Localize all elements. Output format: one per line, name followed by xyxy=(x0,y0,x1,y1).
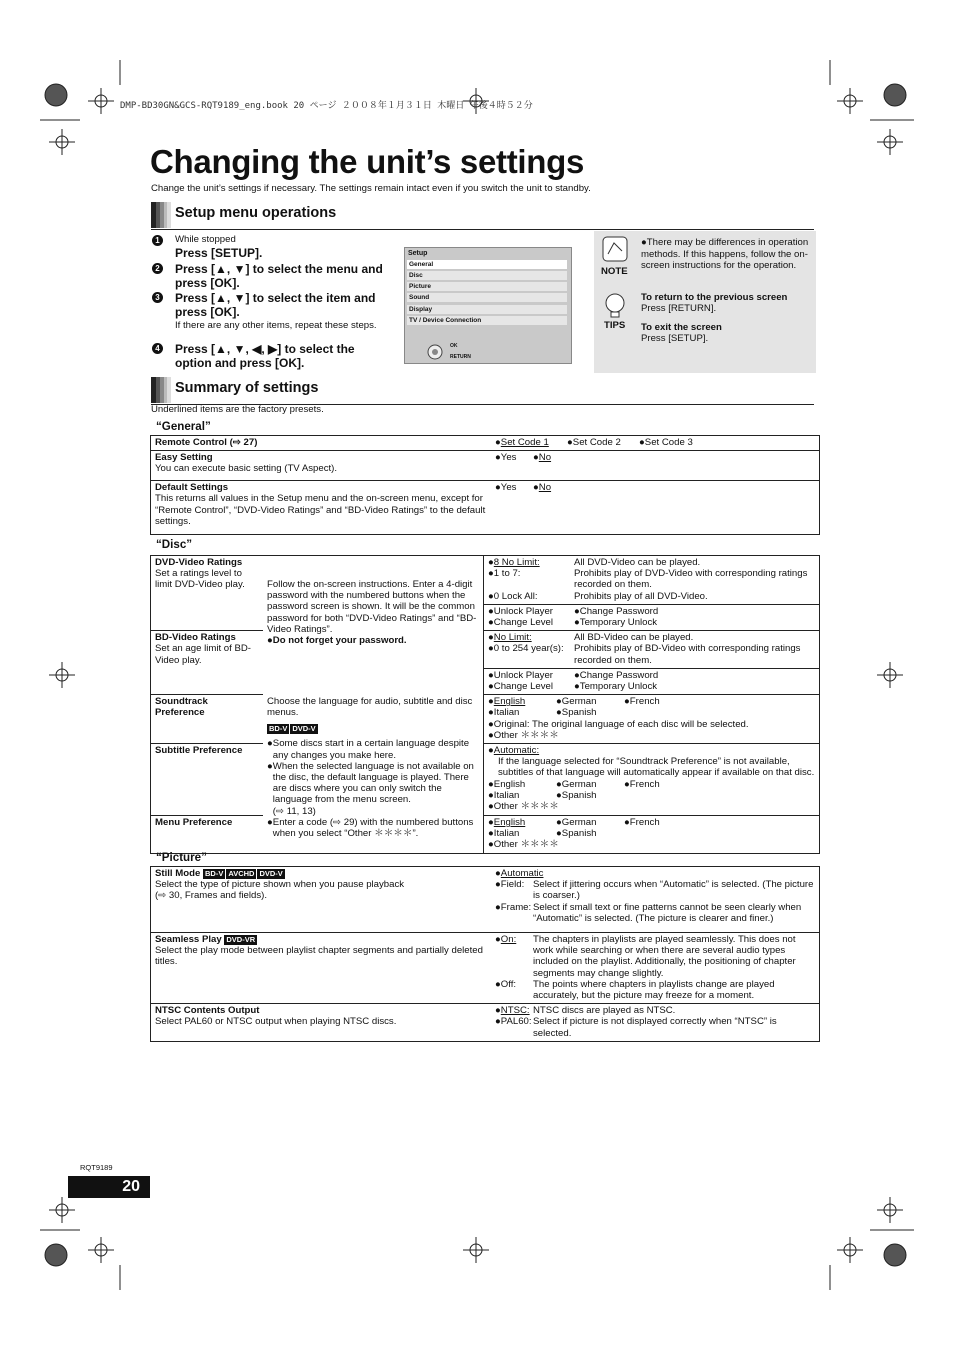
step-1 xyxy=(175,234,387,260)
option-value: The chapters in playlists are played seamlessly. This does not work while searching or when there are several audio types included on the playlist. Additionally, the positioning of chapter segments may change slightly. xyxy=(533,934,796,979)
setting-cell xyxy=(151,867,492,933)
step-number: 4 xyxy=(152,343,163,354)
option: Spanish xyxy=(561,707,597,719)
language-text: Choose the language for audio, subtitle and disc menus. xyxy=(267,695,473,718)
setting-desc: Select the play mode between playlist chapter segments and partially deleted titles. xyxy=(155,945,483,968)
picture-label: “Picture” xyxy=(156,851,207,864)
disc-tag: DVD-V xyxy=(292,724,316,734)
option: Other ＊＊＊＊ xyxy=(493,839,559,851)
step-4-text: Press [▲, ▼, ◀, ▶] to select the option and press [OK]. xyxy=(175,342,355,370)
setting-options: ●English ●German ●French ●Italian ●Spanish ●Original: The original language of each disc will be selected. ●Other ＊＊＊＊ xyxy=(484,695,820,744)
setting-name: Remote Control (⇨ 27) xyxy=(155,437,258,448)
setting-options: ●Unlock Player ●Change Password ●Change Level ●Temporary Unlock xyxy=(484,604,820,630)
step-3-text: Press [▲, ▼] to select the item and press [OK]. xyxy=(175,291,376,319)
option: Yes xyxy=(500,452,517,464)
table-row xyxy=(151,556,820,605)
page-title: Changing the unit’s settings xyxy=(150,143,585,180)
option: Set Code 3 xyxy=(644,437,693,448)
setting-name: BD-Video Ratings xyxy=(155,632,236,644)
screen-item: TV / Device Connection xyxy=(407,316,567,325)
setting-name: Default Settings xyxy=(155,482,229,494)
option-key: 1 to 7: xyxy=(493,568,521,580)
language-note: When the selected language is not available on the disc, the default language is played. There are discs where you can only switch the language from the menu screen. xyxy=(272,760,474,806)
setting-desc: You can execute basic setting (TV Aspect). xyxy=(155,463,338,475)
setting-options: ●NTSC: NTSC discs are played as NTSC. ●PAL60: Select if picture is not displayed correctly when “NTSC” is selected. xyxy=(491,1004,820,1042)
screen-item: Sound xyxy=(407,293,567,302)
setting-options: ●Yes ●No xyxy=(495,482,552,494)
language-note: Some discs start in a certain language despite any changes you make here. xyxy=(272,738,470,761)
summary-intro: Underlined items are the factory presets. xyxy=(151,404,324,415)
setting-cell xyxy=(151,744,264,816)
option-value: Select if picture is not displayed correctly when “NTSC” is selected. xyxy=(533,1016,777,1039)
table-row xyxy=(151,867,820,933)
option: Change Password xyxy=(579,605,659,617)
option: Yes xyxy=(500,482,517,494)
setting-options: ●Automatic ●Field: Select if jittering occurs when “Automatic” is selected. (The picture is coarser.) ●Frame: Select if small text or fine patterns cannot be seen clearly when “Automatic” is selected. (The picture is clearer and finer.) xyxy=(495,868,814,924)
setting-name: NTSC Contents Output xyxy=(155,1005,260,1017)
setting-options: ●Unlock Player ●Change Password ●Change Level ●Temporary Unlock xyxy=(484,668,820,694)
setting-cell xyxy=(151,631,264,695)
setup-screen-image xyxy=(404,247,572,364)
step-1-note: While stopped xyxy=(175,234,236,245)
picture-table xyxy=(150,866,820,1042)
option-key: NTSC: xyxy=(500,1005,530,1017)
language-note-ref: (⇨ 11, 13) xyxy=(272,805,316,817)
page-intro: Change the unit’s settings if necessary. The settings remain intact even if you switch the unit to standby. xyxy=(151,183,591,194)
page-number: 20 xyxy=(68,1176,150,1198)
option: French xyxy=(629,696,660,708)
option: Spanish xyxy=(561,828,597,840)
setting-name: Easy Setting xyxy=(155,452,213,464)
table-row xyxy=(151,933,820,1004)
option: Unlock Player xyxy=(493,605,553,617)
option-value: The points where chapters in playlists change are played accurately, but the picture may freeze for a moment. xyxy=(533,978,775,1002)
setting-options: ●On: The chapters in playlists are played seamlessly. This does not work while searching or when there are several audio types included on the playlist. Additionally, the positioning of chapter segments may change slightly. ●Off: The points where chapters in playlists change are played accurately, but the picture may freeze for a moment. xyxy=(491,933,820,1004)
setup-section-heading xyxy=(151,201,814,230)
option: Change Level xyxy=(493,617,554,629)
setting-desc-ref: (⇨ 30, Frames and fields). xyxy=(155,890,268,902)
option-key: Field: xyxy=(500,879,525,891)
file-info: DMP-BD30GN&GCS-RQT9189_eng.book 20 ページ ２００８年１月３１日 木曜日 午後４時５２分 xyxy=(120,101,533,111)
option: English xyxy=(493,817,526,829)
disc-tag: DVD-VR xyxy=(226,935,256,944)
step-number: 3 xyxy=(152,292,163,303)
option-value: NTSC discs are played as NTSC. xyxy=(533,1005,676,1017)
setting-cell xyxy=(151,933,492,1004)
table-row xyxy=(151,436,820,451)
heading-bars xyxy=(151,377,171,403)
screen-item: Disc xyxy=(407,271,567,280)
step-number: 2 xyxy=(152,263,163,274)
option-key: No Limit: xyxy=(493,632,532,644)
option: Spanish xyxy=(561,789,597,801)
option: Set Code 2 xyxy=(572,437,621,448)
setting-options: ●8 No Limit: All DVD-Video can be played. ●1 to 7: Prohibits play of DVD-Video with corresponding ratings recorded on them. ●0 Lock All: Prohibits play of all DVD-Video. xyxy=(484,556,820,605)
tips-label: TIPS xyxy=(604,320,626,331)
option: French xyxy=(629,778,660,790)
setting-desc: Set a ratings level to limit DVD-Video play. xyxy=(155,568,245,591)
option: Change Level xyxy=(493,681,554,693)
option: German xyxy=(561,817,597,829)
option: Other ＊＊＊＊ xyxy=(493,729,559,741)
option-value: Select if jittering occurs when “Automatic” is selected. (The picture is coarser.) xyxy=(533,879,814,902)
tips-exit-heading: To exit the screen xyxy=(641,322,722,333)
note-icon xyxy=(602,236,628,262)
setting-name: Subtitle Preference xyxy=(155,745,243,757)
tips-return-text: Press [RETURN]. xyxy=(641,303,717,314)
setting-options: ●No Limit: All BD-Video can be played. ●0 to 254 year(s): Prohibits play of BD-Video with corresponding ratings recorded on them. xyxy=(484,631,820,669)
option: Temporary Unlock xyxy=(579,681,658,693)
summary-section-heading xyxy=(151,376,814,405)
option-key: Off: xyxy=(500,978,517,990)
language-note: Enter a code (⇨ 29) with the numbered buttons when you select “Other ＊＊＊＊”. xyxy=(272,816,474,839)
tips-exit-text: Press [SETUP]. xyxy=(641,333,709,344)
option-key: 8 No Limit: xyxy=(493,557,540,568)
screen-title: Setup xyxy=(408,250,428,257)
setup-heading-label: Setup menu operations xyxy=(175,205,337,221)
option: German xyxy=(561,778,597,790)
option: Change Password xyxy=(579,669,659,681)
option-value: Prohibits play of all DVD-Video. xyxy=(574,590,708,602)
general-label: “General” xyxy=(156,420,211,433)
option: Italian xyxy=(493,789,520,801)
disc-tag: DVD-V xyxy=(259,869,283,878)
footer-code: RQT9189 xyxy=(80,1163,113,1172)
step-number: 1 xyxy=(152,235,163,246)
option: Other ＊＊＊＊ xyxy=(493,801,559,813)
option: English xyxy=(493,778,526,790)
setting-cell xyxy=(151,1004,492,1042)
option: Italian xyxy=(493,707,520,719)
table-row xyxy=(151,451,820,481)
option-value: Prohibits play of DVD-Video with corresponding ratings recorded on them. xyxy=(574,568,808,591)
screen-item: General xyxy=(407,260,567,269)
option-value: All DVD-Video can be played. xyxy=(574,557,701,568)
option: Set Code 1 xyxy=(500,437,549,448)
setting-options: ●Yes ●No xyxy=(495,452,552,464)
screen-item: Display xyxy=(407,305,567,314)
setting-cell xyxy=(151,451,492,481)
option: Temporary Unlock xyxy=(579,617,658,629)
note-tips-box xyxy=(594,231,816,373)
option-key: PAL60: xyxy=(500,1016,532,1028)
option: Unlock Player xyxy=(493,669,553,681)
option: Original: The original language of each disc will be selected. xyxy=(493,718,749,730)
password-text: Follow the on-screen instructions. Enter a 4-digit password with the numbered buttons when the password screen is shown. It will be the common password for both “DVD-Video Ratings” and “BD-Video Ratings”. xyxy=(267,579,477,635)
option-key: On: xyxy=(500,934,517,945)
password-warning: Do not forget your password. xyxy=(272,635,407,647)
language-cell: Choose the language for audio, subtitle and disc menus. BD-V DVD-V ● Some discs start in a certain language despite any changes you make here. ● When the selected language is not available on the disc, the default language is played. There are discs where you can only switch the language from the menu screen. (⇨ 11, 13) ● Enter a code (⇨ 29) with the numbered buttons when you select “Other ＊＊＊＊”. xyxy=(263,695,484,853)
option: English xyxy=(493,696,526,708)
disc-tag: BD-V xyxy=(269,724,288,734)
step-3 xyxy=(175,291,387,332)
step-1-text: Press [SETUP]. xyxy=(175,245,263,260)
option-value: Select if small text or fine patterns cannot be seen clearly when “Automatic” is selected. (The picture is clearer and finer.) xyxy=(533,901,802,924)
tips-return-heading: To return to the previous screen xyxy=(641,292,788,303)
option-desc: If the language selected for “Soundtrack Preference” is not available, subtitles of that language will automatically appear if available on that disc. xyxy=(498,756,815,779)
heading-bars xyxy=(151,202,171,228)
table-row xyxy=(151,1004,820,1042)
setting-name: Seamless Play xyxy=(155,934,222,945)
setting-name: DVD-Video Ratings xyxy=(155,557,243,568)
table-row xyxy=(151,481,820,535)
setting-cell xyxy=(151,695,264,744)
setting-cell xyxy=(151,556,264,631)
note-label: NOTE xyxy=(601,266,628,277)
screen-return-label: RETURN xyxy=(450,354,471,360)
note-text: ●There may be differences in operation methods. If this happens, follow the on-screen instructions for the operation. xyxy=(641,237,809,271)
screen-ok-label: OK xyxy=(450,343,458,349)
option-key: Frame: xyxy=(500,901,532,913)
setting-desc: Select the type of picture shown when you pause playback xyxy=(155,879,405,891)
setting-options: ●Automatic: If the language selected for “Soundtrack Preference” is not available, subtitles of that language will automatically appear if available on that disc. ●English ●German ●French ●Italian ●Spanish ●Other ＊＊＊＊ xyxy=(484,744,820,816)
setting-name: Still Mode xyxy=(155,868,201,879)
option-key: 0 Lock All: xyxy=(493,590,538,602)
setting-desc: Select PAL60 or NTSC output when playing NTSC discs. xyxy=(155,1016,397,1028)
setting-cell xyxy=(151,481,492,535)
summary-heading-label: Summary of settings xyxy=(175,380,319,396)
step-3-sub: If there are any other items, repeat these steps. xyxy=(175,320,377,331)
setting-desc: This returns all values in the Setup menu and the on-screen menu, except for “Remote Control”, “DVD-Video Ratings” and “BD-Video Ratings” to the default settings. xyxy=(155,493,486,527)
password-cell: Follow the on-screen instructions. Enter a 4-digit password with the numbered buttons when the password screen is shown. It will be the common password for both “DVD-Video Ratings” and “BD-Video Ratings”. ●Do not forget your password. xyxy=(263,556,484,695)
note-text-body: There may be differences in operation methods. If this happens, follow the on-screen instructions for the operation. xyxy=(641,237,809,271)
step-2-text: Press [▲, ▼] to select the menu and press [OK]. xyxy=(175,262,383,290)
disc-tag: AVCHD xyxy=(228,869,255,878)
option: Automatic: xyxy=(493,745,540,757)
setting-cell xyxy=(151,816,264,854)
option: French xyxy=(629,817,660,829)
table-row xyxy=(151,744,820,816)
option-value: All BD-Video can be played. xyxy=(574,632,694,644)
option-key: 0 to 254 year(s): xyxy=(493,643,564,655)
disc-tag: BD-V xyxy=(204,869,224,878)
setting-desc: Set an age limit of BD-Video play. xyxy=(155,643,251,666)
disc-label: “Disc” xyxy=(156,538,193,551)
tips-lightbulb-icon xyxy=(603,292,627,318)
option: Automatic xyxy=(500,868,544,879)
option: No xyxy=(538,482,552,494)
general-table xyxy=(150,435,820,535)
setting-options: ●Set Code 1 ●Set Code 2 ●Set Code 3 xyxy=(495,437,693,448)
screen-item: Picture xyxy=(407,282,567,291)
setting-name: Soundtrack Preference xyxy=(155,696,208,719)
option: Italian xyxy=(493,828,520,840)
option-value: Prohibits play of BD-Video with corresponding ratings recorded on them. xyxy=(574,643,801,666)
option: German xyxy=(561,696,597,708)
setting-name: Menu Preference xyxy=(155,817,233,829)
disc-table xyxy=(150,555,820,854)
table-row xyxy=(151,695,820,744)
table-row xyxy=(151,631,820,669)
remote-dpad-icon xyxy=(427,344,443,360)
option: No xyxy=(538,452,552,464)
setting-options: ●English ●German ●French ●Italian ●Spanish ●Other ＊＊＊＊ xyxy=(488,817,660,851)
table-row xyxy=(151,816,820,854)
